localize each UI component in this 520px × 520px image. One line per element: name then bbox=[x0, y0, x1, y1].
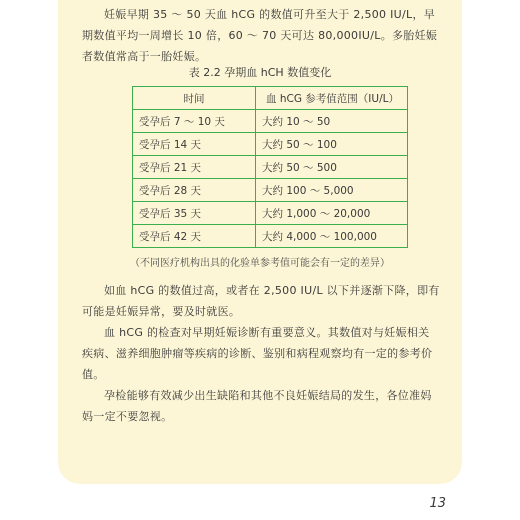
table-cell-time: 受孕后 21 天 bbox=[133, 156, 256, 179]
table-row bbox=[133, 156, 408, 179]
table-row bbox=[133, 202, 408, 225]
column-header-time: 时间 bbox=[133, 87, 256, 110]
table-cell-time: 受孕后 28 天 bbox=[133, 179, 256, 202]
table-cell-range: 大约 10 ～ 50 bbox=[256, 110, 408, 133]
table-cell-range: 大约 100 ～ 5,000 bbox=[256, 179, 408, 202]
table-cell-range: 大约 50 ～ 500 bbox=[256, 156, 408, 179]
table-cell-time: 受孕后 14 天 bbox=[133, 133, 256, 156]
table-row bbox=[133, 225, 408, 248]
table-row bbox=[133, 179, 408, 202]
intro-paragraph: 妊娠早期 35 ～ 50 天血 hCG 的数值可升至大于 2,500 IU/L，早期数值平均一周增长 10 倍，60 ～ 70 天可达 80,000IU/L。多胎妊娠者数值常高于一胎妊娠。 bbox=[82, 8, 438, 63]
page-number: 13 bbox=[429, 496, 446, 511]
table-footnote: （不同医疗机构出具的化验单参考值可能会有一定的差异） bbox=[130, 258, 390, 269]
column-header-range: 血 hCG 参考值范围（IU/L） bbox=[256, 87, 408, 110]
table-row bbox=[133, 133, 408, 156]
body-paragraph: 如血 hCG 的数值过高，或者在 2,500 IU/L 以下并逐渐下降，即有可能是妊娠异常，要及时就医。 bbox=[82, 284, 440, 318]
table-cell-range: 大约 50 ～ 100 bbox=[256, 133, 408, 156]
table-cell-time: 受孕后 35 天 bbox=[133, 202, 256, 225]
body-paragraph: 孕检能够有效减少出生缺陷和其他不良妊娠结局的发生，各位准妈妈一定不要忽视。 bbox=[82, 389, 432, 423]
table-row bbox=[133, 110, 408, 133]
table-cell-time: 受孕后 7 ～ 10 天 bbox=[133, 110, 256, 133]
table-caption: 表 2.2 孕期血 hCH 数值变化 bbox=[188, 66, 332, 79]
table-cell-range: 大约 4,000 ～ 100,000 bbox=[256, 225, 408, 248]
hcg-reference-table bbox=[132, 86, 408, 248]
table-header-row bbox=[133, 87, 408, 110]
body-paragraph: 血 hCG 的检查对早期妊娠诊断有重要意义。其数值对与妊娠相关疾病、滋养细胞肿瘤等疾病的诊断、鉴别和病程观察均有一定的参考价值。 bbox=[82, 326, 433, 381]
table-cell-range: 大约 1,000 ～ 20,000 bbox=[256, 202, 408, 225]
table-cell-time: 受孕后 42 天 bbox=[133, 225, 256, 248]
